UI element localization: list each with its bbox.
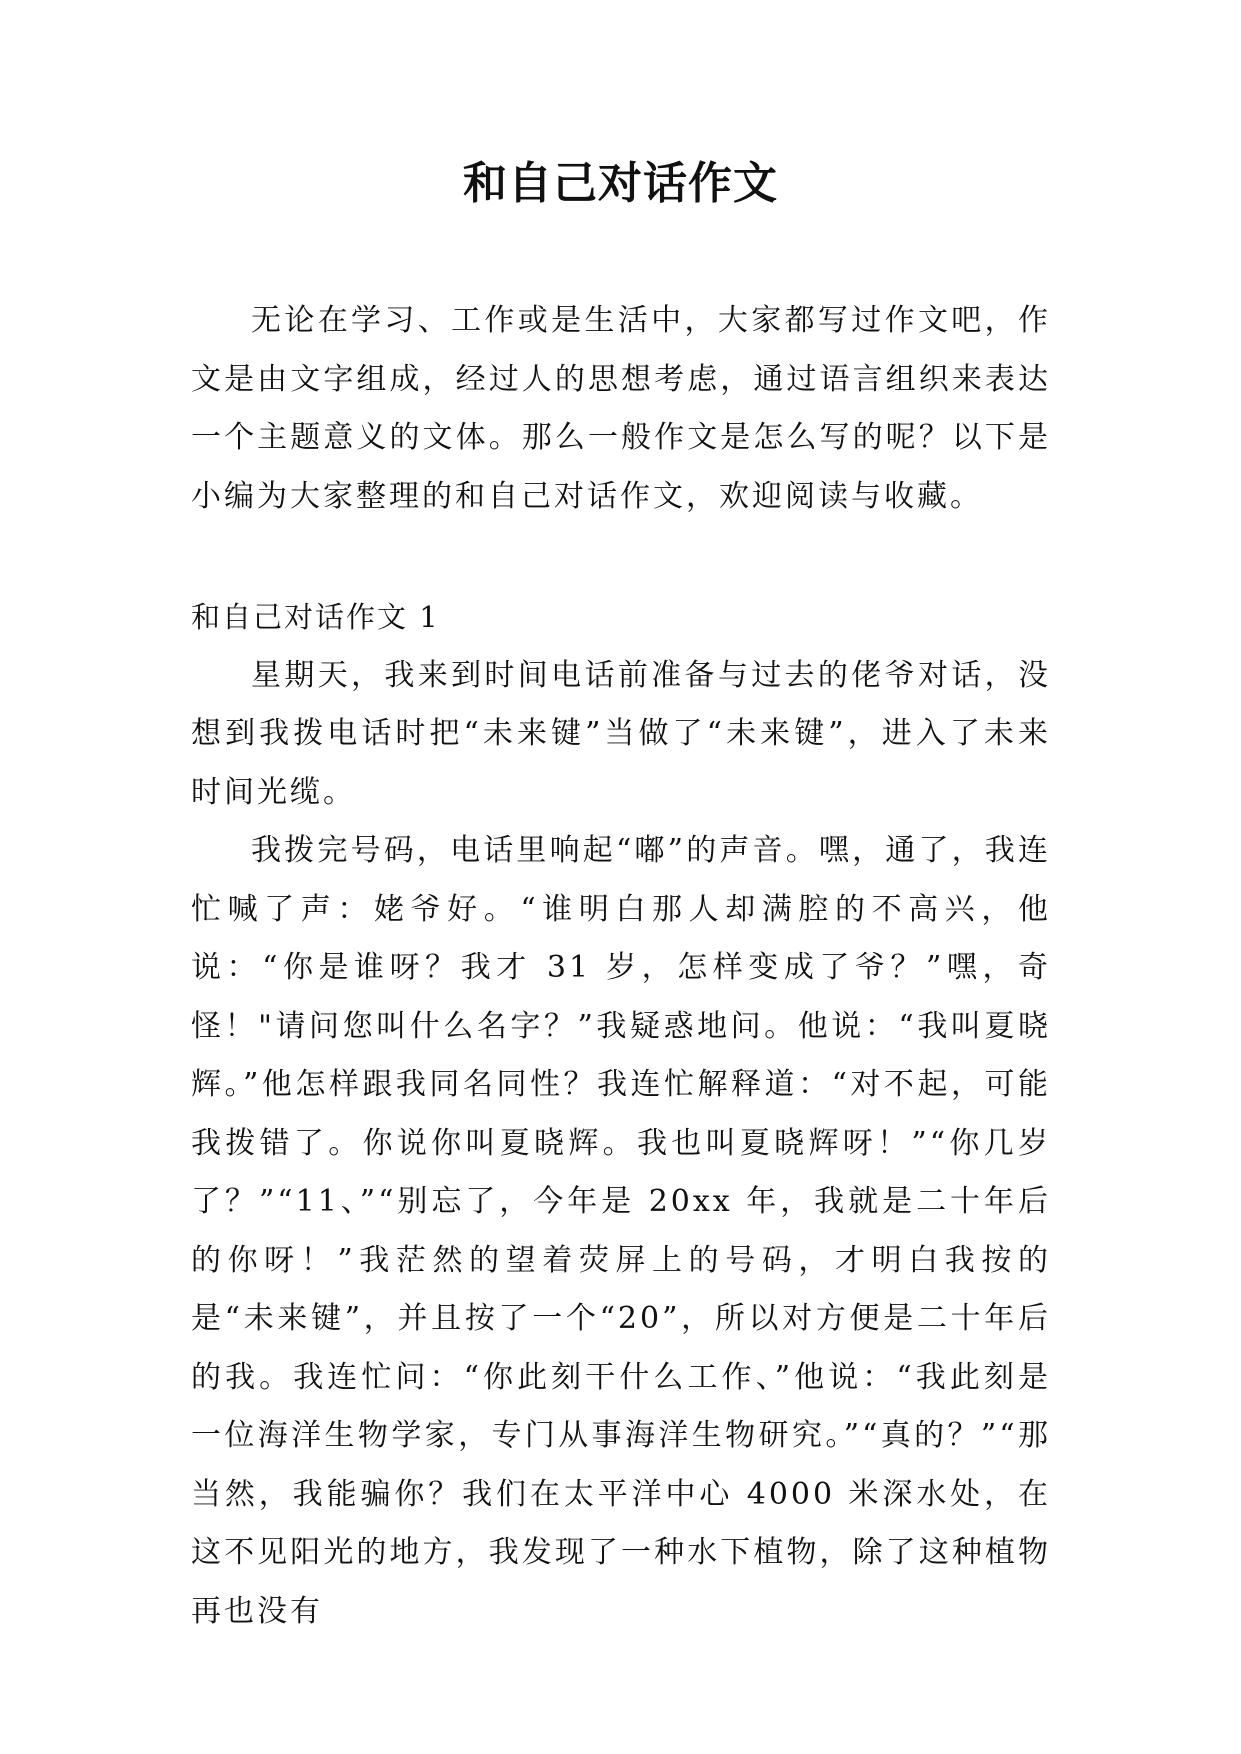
document-title: 和自己对话作文	[463, 158, 778, 209]
body-paragraph: 星期天，我来到时间电话前准备与过去的佬爷对话，没想到我拨电话时把“未来键”当做了“未来键”，进入了未来时间光缆。	[191, 657, 1051, 810]
body-paragraph: 我拨完号码，电话里响起“嘟”的声音。嘿，通了，我连忙喊了声：姥爷好。“谁明白那人却满腔的不高兴，他说：“你是谁呀？我才 31 岁，怎样变成了爷？”嘿，奇怪！"请问您叫什么名字？”我疑惑地问。他说：“我叫夏晓辉。”他怎样跟我同名同性？我连忙解释道：“对不起，可能我拨错了。你说你叫夏晓辉。我也叫夏晓辉呀！”“你几岁了？”“11、”“别忘了，今年是 20xx 年，我就是二十年后的你呀！”我茫然的望着荧屏上的号码，才明白我按的是“未来键”，并且按了一个“20”，所以对方便是二十年后的我。我连忙问：“你此刻干什么工作、”他说：“我此刻是一位海洋生物学家，专门从事海洋生物研究。”“真的？”“那当然，我能骗你？我们在太平洋中心 4000 米深水处，在这不见阳光的地方，我发现了一种水下植物，除了这种植物再也没有	[191, 833, 1051, 1629]
intro-paragraph: 无论在学习、工作或是生活中，大家都写过作文吧，作文是由文字组成，经过人的思想考虑，通过语言组织来表达一个主题意义的文体。那么一般作文是怎么写的呢？以下是小编为大家整理的和自己对话作文，欢迎阅读与收藏。	[191, 303, 1051, 514]
document-body	[191, 292, 1051, 1641]
section-heading: 和自己对话作文 1	[191, 600, 440, 634]
